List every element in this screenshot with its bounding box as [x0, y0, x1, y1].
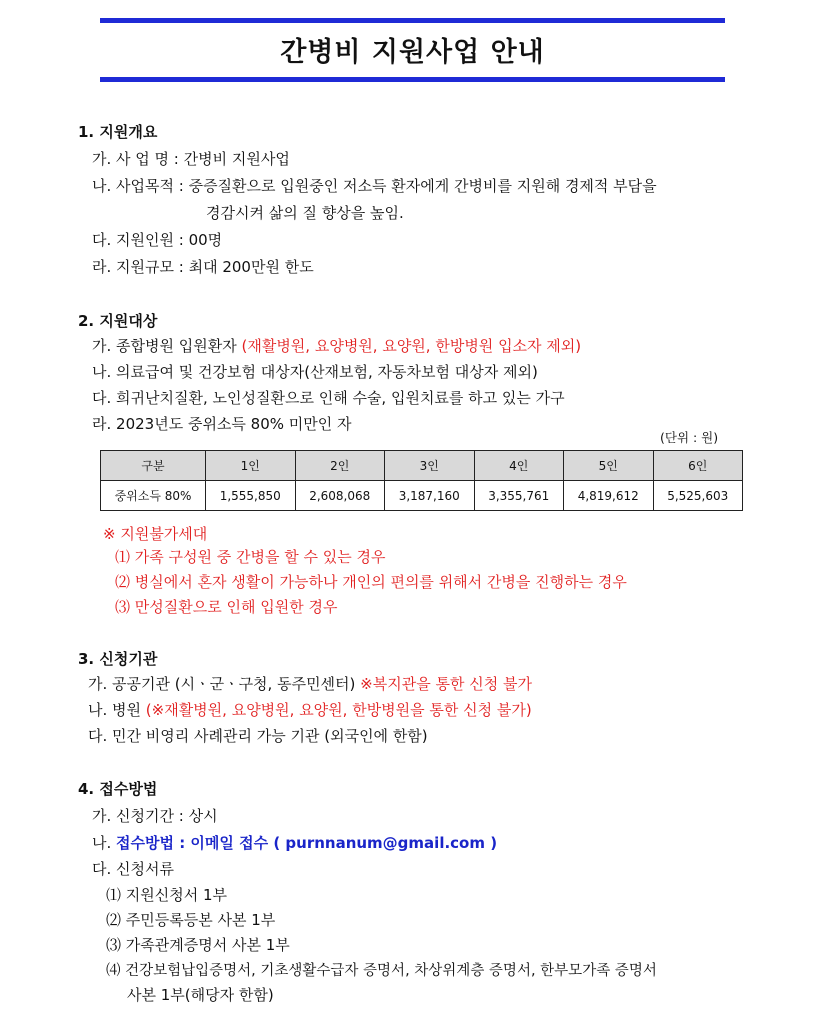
- section-1-heading: 1. 지원개요: [78, 123, 158, 141]
- s2-item-a: [92, 335, 581, 356]
- s3-item-b-text: 나. 병원: [88, 701, 146, 719]
- s2-item-a-text: 가. 종합병원 입원환자: [92, 337, 242, 355]
- title-bottom-rule: [100, 77, 725, 82]
- table-cell: 4,819,612: [564, 481, 654, 511]
- s2-item-d: 라. 2023년도 중위소득 80% 미만인 자: [92, 415, 352, 433]
- ineligible-note: ⑴ 가족 구성원 중 간병을 할 수 있는 경우: [115, 548, 386, 566]
- title-top-rule: [100, 18, 725, 23]
- table-header-cell: 구분: [101, 451, 206, 481]
- table-cell: 1,555,850: [206, 481, 296, 511]
- ineligible-note-title: ※ 지원불가세대: [103, 525, 208, 543]
- s1-item-b-cont: 경감시켜 삶의 질 향상을 높임.: [206, 204, 404, 222]
- s2-item-c: 다. 희귀난치질환, 노인성질환으로 인해 수술, 입원치료를 하고 있는 가구: [92, 389, 565, 407]
- s4-item-c: 다. 신청서류: [92, 860, 174, 878]
- required-document: ⑵ 주민등록등본 사본 1부: [106, 911, 276, 929]
- table-header-cell: 6인: [653, 451, 743, 481]
- s3-item-b-restriction: (※재활병원, 요양병원, 요양원, 한방병원을 통한 신청 불가): [145, 701, 532, 719]
- s4-email-method: 접수방법 : 이메일 접수 ( purnnanum@gmail.com ): [116, 834, 498, 852]
- s3-item-a: [88, 673, 532, 694]
- table-cell: 5,525,603: [653, 481, 743, 511]
- required-document: ⑴ 지원신청서 1부: [106, 886, 228, 904]
- required-document-cont: 사본 1부(해당자 한함): [127, 986, 274, 1004]
- table-header-cell: 2인: [295, 451, 385, 481]
- section-2-heading: 2. 지원대상: [78, 312, 158, 330]
- table-header-cell: 5인: [564, 451, 654, 481]
- ineligible-note: ⑵ 병실에서 혼자 생활이 가능하나 개인의 편의를 위해서 간병을 진행하는 경우: [115, 573, 627, 591]
- table-header-cell: 1인: [206, 451, 296, 481]
- required-document: ⑶ 가족관계증명서 사본 1부: [106, 936, 290, 954]
- s1-item-c: 다. 지원인원 : 00명: [92, 231, 223, 249]
- s1-item-a: 가. 사 업 명 : 간병비 지원사업: [92, 150, 290, 168]
- s4-item-b: [92, 832, 497, 853]
- table-row: [101, 481, 743, 511]
- s2-item-a-exclusion: (재활병원, 요양병원, 요양원, 한방병원 입소자 제외): [241, 337, 582, 355]
- s4-item-b-text: 나.: [92, 834, 117, 852]
- s1-item-d: 라. 지원규모 : 최대 200만원 한도: [92, 258, 314, 276]
- income-table: [100, 450, 743, 511]
- s3-item-c: 다. 민간 비영리 사례관리 가능 기관 (외국인에 한함): [88, 727, 428, 745]
- table-unit-label: (단위 : 원): [660, 430, 719, 445]
- section-4-heading: 4. 접수방법: [78, 780, 158, 798]
- ineligible-note: ⑶ 만성질환으로 인해 입원한 경우: [115, 598, 338, 616]
- s3-item-a-restriction: ※복지관을 통한 신청 불가: [360, 675, 532, 693]
- table-cell: 3,187,160: [385, 481, 475, 511]
- section-3-heading: 3. 신청기관: [78, 650, 158, 668]
- table-header-cell: 4인: [474, 451, 564, 481]
- page-title: 간병비 지원사업 안내: [280, 37, 545, 68]
- s3-item-a-text: 가. 공공기관 (시ㆍ군ㆍ구청, 동주민센터): [88, 675, 361, 693]
- table-header-row: [101, 451, 743, 481]
- s2-item-b: 나. 의료급여 및 건강보험 대상자(산재보험, 자동차보험 대상자 제외): [92, 363, 538, 381]
- s1-item-b: 나. 사업목적 : 중증질환으로 입원중인 저소득 환자에게 간병비를 지원해 경제적 부담을: [92, 177, 657, 195]
- s4-item-a: 가. 신청기간 : 상시: [92, 807, 218, 825]
- s3-item-b: [88, 699, 532, 720]
- table-cell: 2,608,068: [295, 481, 385, 511]
- table-header-cell: 3인: [385, 451, 475, 481]
- table-cell: 중위소득 80%: [101, 481, 206, 511]
- table-cell: 3,355,761: [474, 481, 564, 511]
- required-document: ⑷ 건강보험납입증명서, 기초생활수급자 증명서, 차상위계층 증명서, 한부모가족 증명서: [106, 963, 657, 979]
